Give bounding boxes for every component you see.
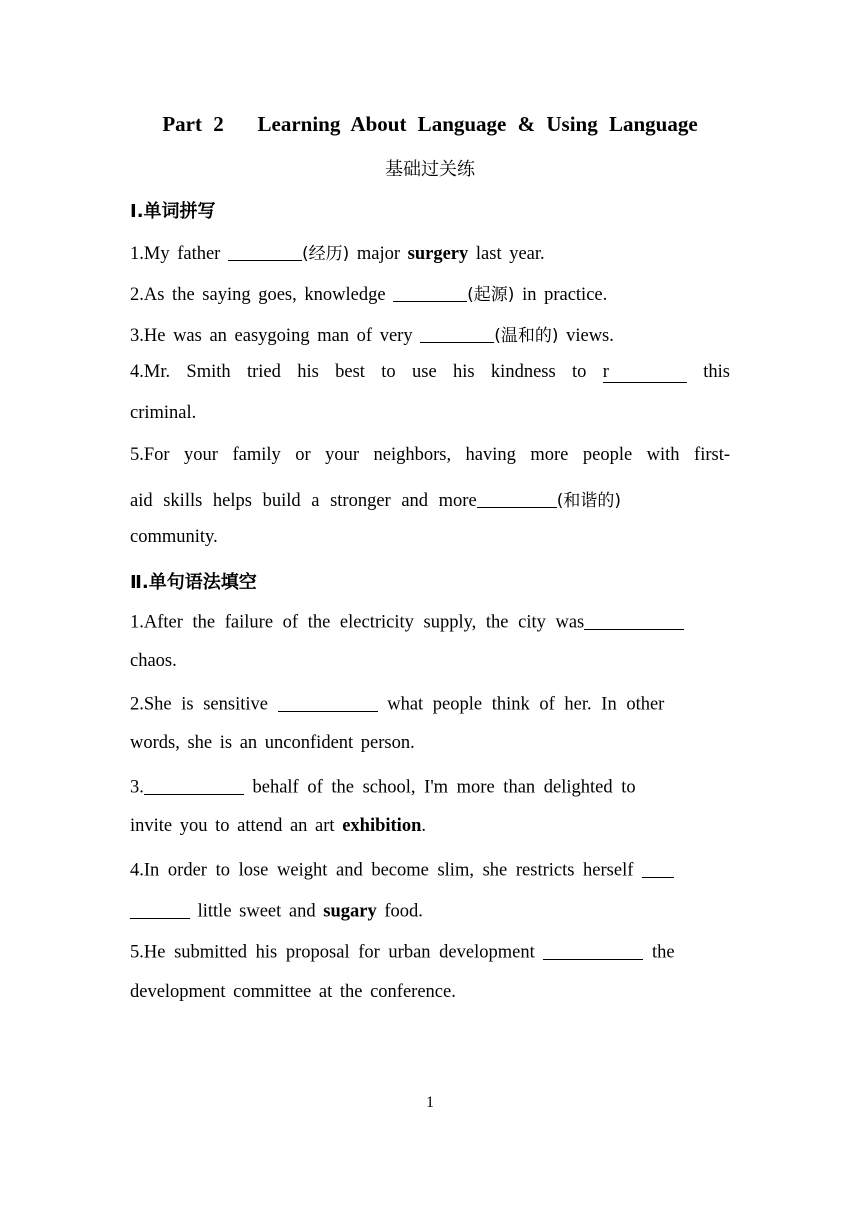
question-1-4-cont: criminal. bbox=[130, 403, 197, 423]
question-2-2: 2.She is sensitive what people think of her. In other bbox=[130, 692, 664, 716]
answer-blank-cont[interactable] bbox=[130, 899, 190, 919]
question-2-4: 4.In order to lose weight and become slim, she restricts herself bbox=[130, 858, 674, 882]
answer-blank[interactable] bbox=[477, 489, 557, 509]
question-1-3: 3.He was an easygoing man of very (温和的) views. bbox=[130, 321, 614, 347]
section-heading-spelling: Ⅰ.单词拼写 bbox=[130, 201, 216, 222]
page-title: Part 2 Learning About Language & Using Language bbox=[162, 112, 698, 136]
question-2-5: 5.He submitted his proposal for urban development the bbox=[130, 940, 675, 964]
answer-blank[interactable] bbox=[543, 940, 643, 960]
answer-blank[interactable] bbox=[393, 283, 467, 303]
answer-blank[interactable] bbox=[420, 324, 494, 344]
question-2-4-cont: little sweet and sugary food. bbox=[130, 899, 423, 923]
question-2-3: 3. behalf of the school, I'm more than delighted to bbox=[130, 775, 636, 799]
answer-blank[interactable] bbox=[144, 775, 244, 795]
question-2-2-cont: words, she is an unconfident person. bbox=[130, 733, 415, 753]
question-2-5-cont: development committee at the conference. bbox=[130, 982, 456, 1002]
answer-blank[interactable]: r bbox=[603, 362, 687, 383]
question-1-5: 5.For your family or your neighbors, having more people with first- bbox=[130, 445, 730, 465]
page-number: 1 bbox=[426, 1094, 434, 1111]
answer-blank[interactable] bbox=[228, 242, 302, 262]
question-1-2: 2.As the saying goes, knowledge (起源) in practice. bbox=[130, 280, 607, 306]
question-2-3-cont: invite you to attend an art exhibition. bbox=[130, 816, 426, 836]
answer-blank[interactable] bbox=[584, 610, 684, 630]
question-1-1: 1.My father (经历) major surgery last year. bbox=[130, 239, 545, 265]
section-heading-grammar: Ⅱ.单句语法填空 bbox=[130, 572, 257, 593]
question-2-1-cont: chaos. bbox=[130, 651, 177, 671]
answer-blank[interactable] bbox=[278, 692, 378, 712]
page-subtitle: 基础过关练 bbox=[385, 159, 475, 180]
question-1-4: 4.Mr. Smith tried his best to use his kindness to r this bbox=[130, 362, 730, 382]
question-2-1: 1.After the failure of the electricity supply, the city was bbox=[130, 610, 684, 634]
question-1-5-cont: aid skills helps build a stronger and more (和谐的) bbox=[130, 486, 621, 512]
answer-blank[interactable] bbox=[642, 858, 674, 878]
question-1-5-end: community. bbox=[130, 527, 218, 547]
